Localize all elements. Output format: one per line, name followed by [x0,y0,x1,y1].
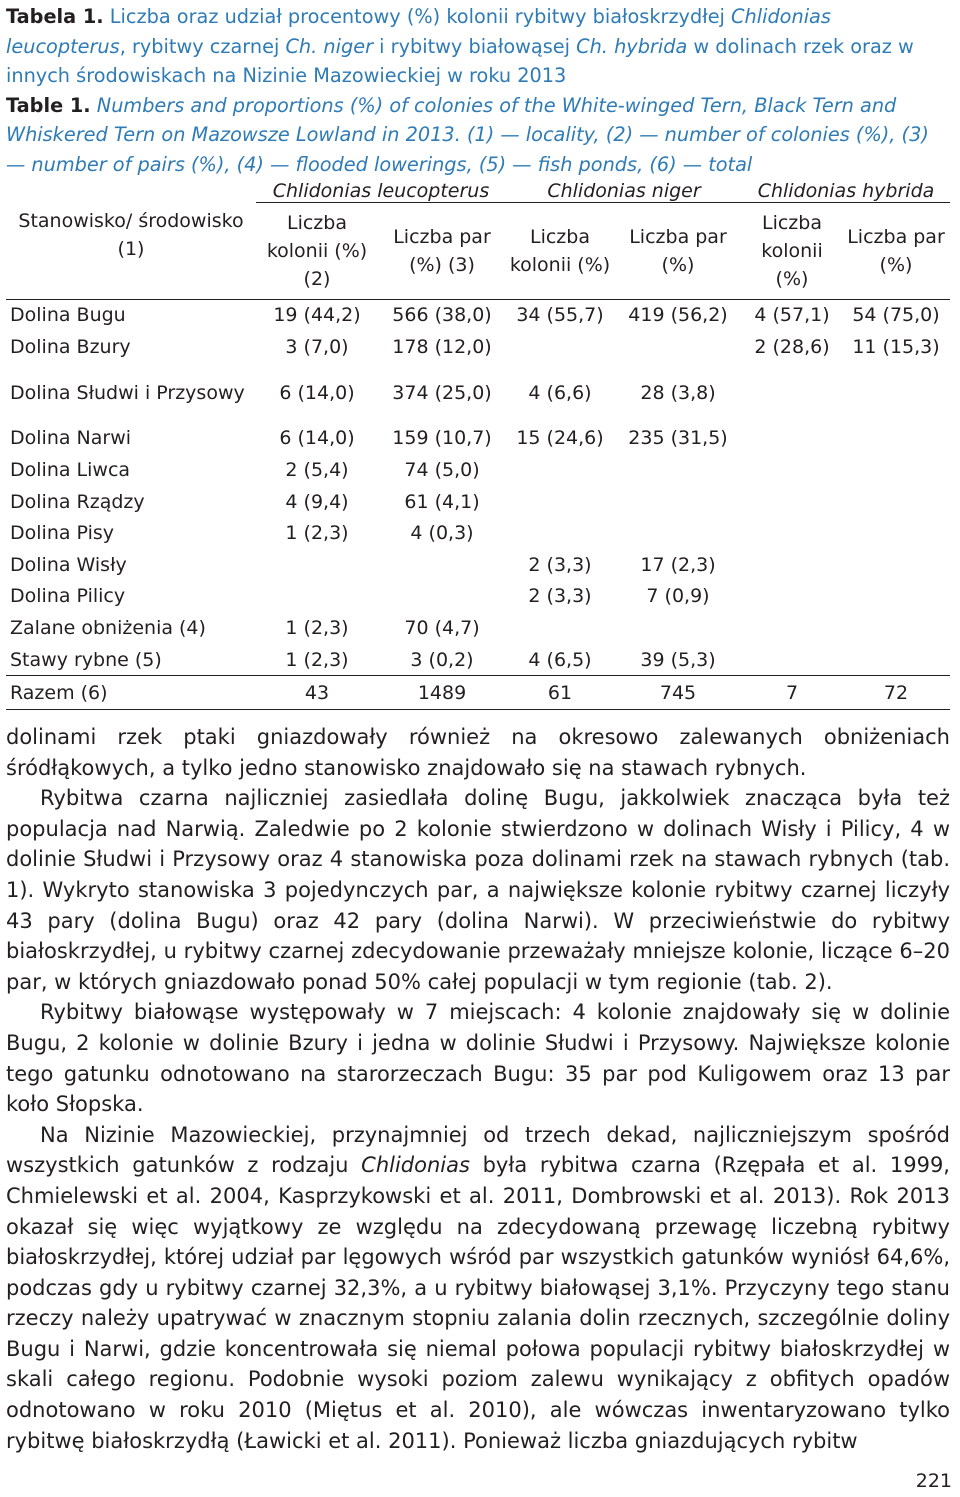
column-header-row [6,203,950,300]
table-cell: 419 (56,2) [628,304,728,327]
paragraph-text: była rybitwa czarna (Rzępała et al. 1999, Chmielewski et al. 2004, Kasprzykowski et al. 2011, Dombrowski et al. 2013). Rok 2013 okazał się więc wyjątkowy ze względu na zdecydowaną przewagę liczebną rybitwy białoskrzydłej, której udział par lęgowych wśród par wszystkich gatunków wyniósł 64,6%, podczas gdy u rybitwy czarnej 32,3%, a u rybitwy białowąsej 3,1%. Przyczyny tego stanu rzeczy należy upatrywać w znacznym stopniu zalania dolin rzecznych, szczególnie doliny Bugu i Narwi, gdzie koncentrowała się niemal połowa populacji rybitwy białoskrzydłej w skali całego regionu. Podobnie wysoki poziom zalewu wynikający z obfitych opadów odnotowano w roku 2010 (Miętus et al. 2010), ale wówczas inwentaryzowano tylko rybitwę białoskrzydłą (Ławicki et al. 2011). Ponieważ liczba gniazdujących rybitw [6,1153,950,1453]
table-cell [842,423,950,455]
species-header: Chlidonias leucopterus [256,172,506,203]
paragraph [6,1120,950,1457]
table-cell: 159 (10,7) [392,427,492,450]
column-header: Liczba kolonii (%) (2) [256,203,378,300]
table-cell: 3 (7,0) [285,335,349,358]
species-header-row [6,172,950,203]
table-cell: 34 (55,7) [516,304,604,327]
caption-pl-label: Tabela 1. [6,5,104,28]
table-row [6,423,950,455]
table-row [6,549,950,581]
table-cell [378,581,506,613]
genus-name: Chlidonias [361,1153,470,1178]
table-cell [614,486,742,518]
total-cell: 745 [614,676,742,710]
table-cell: 61 (4,1) [404,490,480,513]
column-header: Liczba kolonii (%) [506,203,614,300]
table-cell: 2 (28,6) [754,335,830,358]
row-name: Dolina Narwi [10,427,132,450]
table-cell: 70 (4,7) [404,617,480,640]
table-cell [506,331,614,363]
table-cell [842,612,950,644]
row-name: Dolina Pilicy [10,585,126,608]
table-cell: 39 (5,3) [640,648,716,671]
table-cell: 1 (2,3) [285,617,349,640]
table-cell [256,581,378,613]
caption-polish [6,2,952,91]
table-cell [842,644,950,676]
table-cell: 17 (2,3) [640,553,716,576]
table-cell: 4 (57,1) [754,304,830,327]
table-caption [6,2,952,179]
caption-pl-text-2: , rybitwy czarnej [119,34,286,58]
table-cell: 74 (5,0) [404,459,480,482]
table-cell: 28 (3,8) [640,381,716,404]
total-row [6,676,950,710]
table-cell [256,549,378,581]
row-name: Razem (6) [6,676,256,710]
table-row [6,581,950,613]
table-cell: 6 (14,0) [279,427,355,450]
table-row [6,363,950,423]
table-cell [842,363,950,423]
table-cell [842,517,950,549]
table-cell [742,581,842,613]
row-name: Dolina Liwca [10,459,131,482]
column-header: Liczba par (%) (3) [378,203,506,300]
column-header-site: Stanowisko/ środowisko (1) [6,203,256,300]
column-header: Liczba kolonii (%) [742,203,842,300]
total-cell: 61 [506,676,614,710]
row-name: Zalane obniżenia (4) [10,617,206,640]
table-cell [614,517,742,549]
caption-pl-text-3: i rybitwy białowąsej [373,34,577,58]
table-cell: 235 (31,5) [628,427,728,450]
total-cell: 72 [842,676,950,710]
table-row [6,644,950,676]
column-header: Liczba par (%) [614,203,742,300]
total-cell: 43 [256,676,378,710]
data-table [6,172,950,710]
table-cell [742,644,842,676]
table-cell [506,612,614,644]
table-cell: 3 (0,2) [410,648,474,671]
table-cell: 54 (75,0) [852,304,940,327]
table-cell [742,549,842,581]
caption-en-text: Numbers and proportions (%) of colonies of the White-winged Tern, Black Tern and Whiskered Tern on Mazowsze Lowland in 2013. (1) — locality, (2) — number of colonies (%), (3) — number of pairs (%), (4) — flooded lowerings, (5) — fish ponds, (6) — total [6,93,929,176]
table-cell [506,517,614,549]
row-name: Dolina Bzury [10,335,131,358]
table-cell: 7 (0,9) [646,585,710,608]
caption-en-label: Table 1. [6,93,91,117]
table-cell: 566 (38,0) [392,304,492,327]
row-name: Dolina Pisy [10,522,114,545]
table-cell [614,454,742,486]
site-header-spacer [6,172,256,203]
total-cell: 1489 [378,676,506,710]
table-cell: 4 (9,4) [285,490,349,513]
caption-pl-text-1: Liczba oraz udział procentowy (%) kolonii rybitwy białoskrzydłej [109,5,732,28]
table-cell [842,454,950,486]
table-cell: 4 (0,3) [410,522,474,545]
table-cell [742,517,842,549]
table-cell [742,363,842,423]
table-cell [506,486,614,518]
table-cell: 4 (6,6) [528,381,592,404]
table-row [6,612,950,644]
species-header: Chlidonias hybrida [742,172,950,203]
caption-pl-text-4: w dolinach rzek oraz w innych środowiskach na Nizinie Mazowieckiej w roku 2013 [6,34,914,87]
page-number: 221 [915,1470,952,1492]
table-cell [742,454,842,486]
total-cell: 7 [742,676,842,710]
row-name: Dolina Wisły [10,553,127,576]
body-text [6,722,950,1456]
table-row [6,517,950,549]
table-cell: 178 (12,0) [392,335,492,358]
table-cell [614,331,742,363]
table-cell: 11 (15,3) [852,335,940,358]
table-cell [842,581,950,613]
table-cell [842,549,950,581]
species-header: Chlidonias niger [506,172,742,203]
table-cell: 1 (2,3) [285,648,349,671]
table-row [6,299,950,331]
table-row [6,486,950,518]
table-cell [742,612,842,644]
table-cell: 1 (2,3) [285,522,349,545]
table-cell: 19 (44,2) [273,304,361,327]
table-cell [378,549,506,581]
caption-pl-species-3: Ch. hybrida [576,34,688,58]
column-header: Liczba par (%) [842,203,950,300]
table-cell [614,612,742,644]
row-name: Dolina Bugu [10,304,126,327]
caption-english [6,91,952,180]
table-cell: 2 (3,3) [528,585,592,608]
table-cell: 374 (25,0) [392,381,492,404]
table-row [6,331,950,363]
table-cell [842,486,950,518]
table-row [6,454,950,486]
table-cell: 6 (14,0) [279,381,355,404]
paragraph-text: Na Nizinie Mazowieckiej, przynajmniej od trzech dekad, najliczniejszym spośród wszystkich gatunków z rodzaju [6,1122,950,1178]
row-name: Dolina Rządzy [10,490,145,513]
paragraph: Rybitwa czarna najliczniej zasiedlała dolinę Bugu, jakkolwiek znacząca była też populacja nad Narwią. Zaledwie po 2 kolonie stwierdzono w dolinach Wisły i Pilicy, 4 w dolinie Słudwi i Przysowy oraz 4 stanowiska poza dolinami rzek na stawach rybnych (tab. 1). Wykryto stanowiska 3 pojedynczych par, a największe kolonie rybitwy czarnej liczyły 43 pary (dolina Bugu) oraz 42 pary (dolina Narwi). W przeciwieństwie do rybitwy białoskrzydłej, u rybitwy czarnej zdecydowanie przeważały mniejsze kolonie, liczące 6–20 par, w których gniazdowało ponad 50% całej populacji w tym regionie (tab. 2). [6,786,950,994]
caption-pl-species-1: Chlidonias leucopterus [6,5,831,58]
row-name: Dolina Słudwi i Przysowy [10,381,245,404]
table-cell: 2 (3,3) [528,553,592,576]
caption-pl-species-2: Ch. niger [285,34,374,58]
table-cell [742,423,842,455]
table-cell: 15 (24,6) [516,427,604,450]
table-cell: 2 (5,4) [285,459,349,482]
table-cell [742,486,842,518]
paragraph: dolinami rzek ptaki gniazdowały również na okresowo zalewanych obniżeniach śródłąkowych, a tylko jedno stanowisko znajdowało się na stawach rybnych. [6,725,950,780]
row-name: Stawy rybne (5) [10,648,162,671]
table-cell: 4 (6,5) [528,648,592,671]
table-cell [506,454,614,486]
paragraph: Rybitwy białowąse występowały w 7 miejscach: 4 kolonie znajdowały się w dolinie Bugu, 2 kolonie w dolinie Bzury i jedna w dolinie Słudwi i Przysowy. Największe kolonie tego gatunku odnotowano na starorzeczach Bugu: 35 par pod Kuligowem oraz 13 par koło Słopska. [6,1000,950,1117]
